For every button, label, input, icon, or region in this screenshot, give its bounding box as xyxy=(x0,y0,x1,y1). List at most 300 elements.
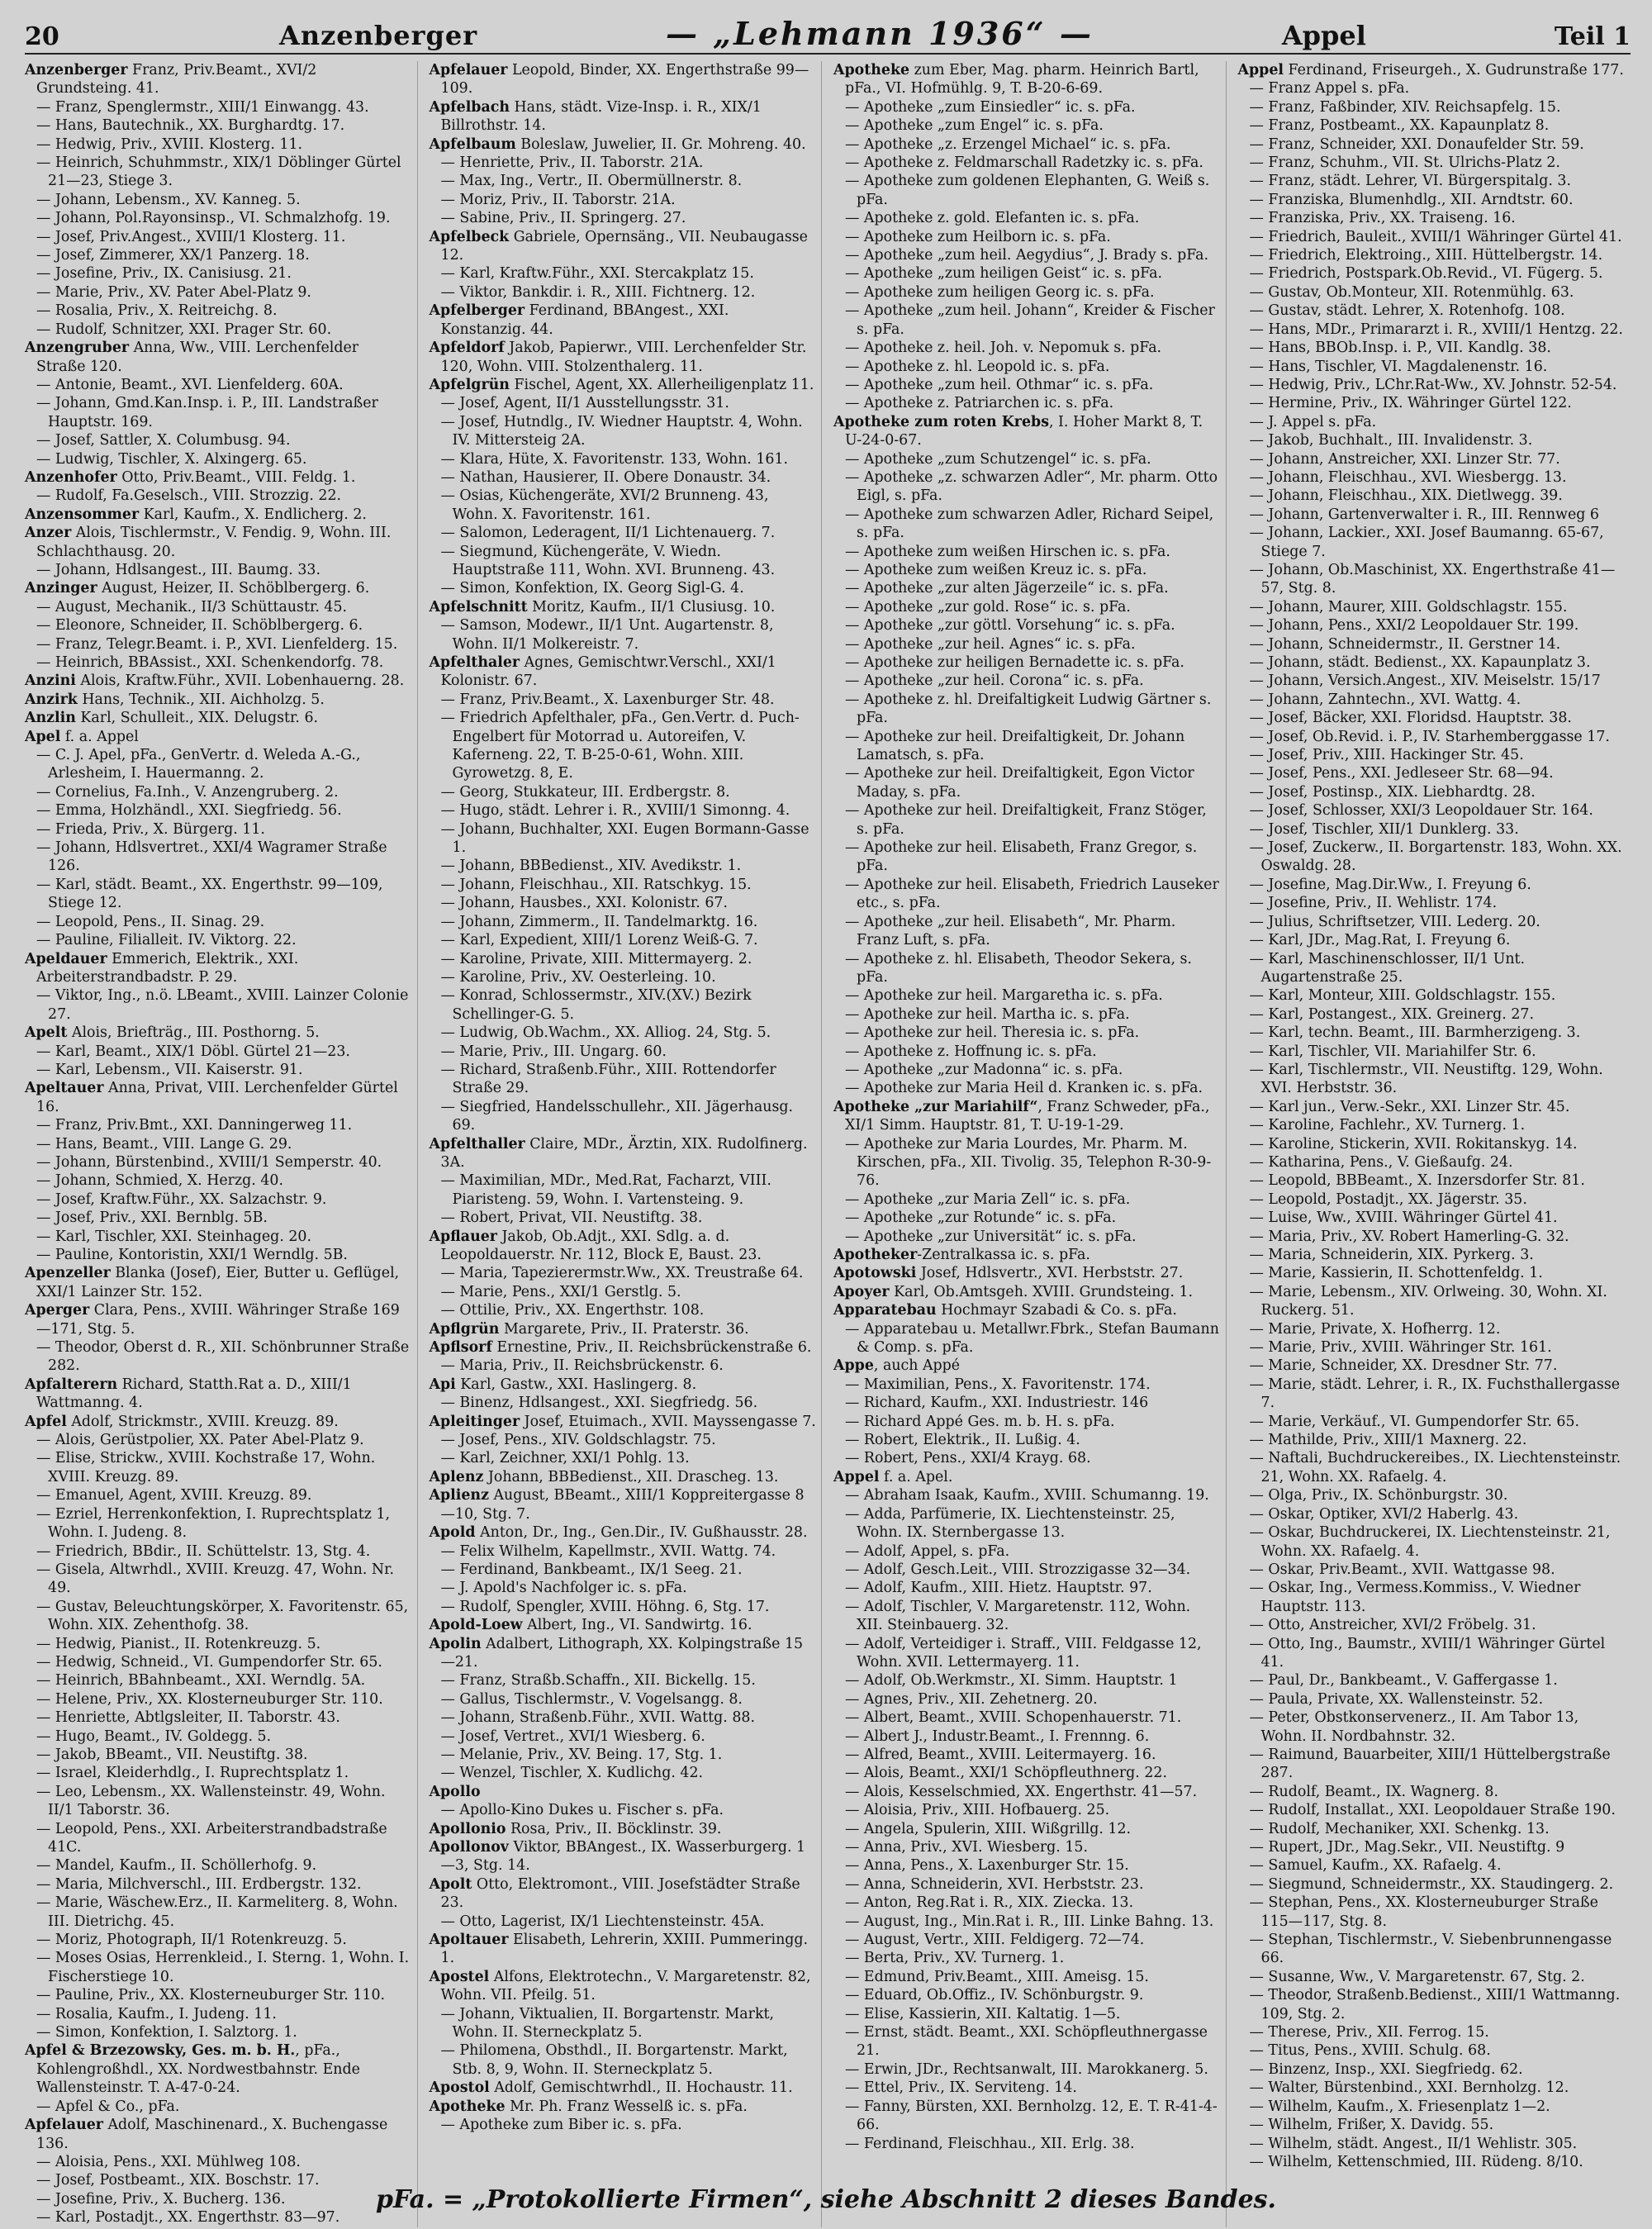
entry-surname: Apfel & Brzezowsky, Ges. m. b. H. xyxy=(25,2042,296,2060)
entry-text: — Gisela, Altwrhdl., XVIII. Kreuzg. 47, Wohn. Nr. 49. xyxy=(36,1561,395,1597)
directory-entry xyxy=(833,1209,1221,1227)
directory-entry xyxy=(25,616,412,634)
entry-text: — Moriz, Photograph, II/1 Rotenkreuzg. 5. xyxy=(36,1932,347,1949)
entry-text: Ferdinand, Friseurgeh., X. Gudrunstraße 177. xyxy=(1283,62,1624,78)
entry-text: — Karl, Postadjt., XX. Engerthstr. 83—97. xyxy=(36,2209,340,2227)
directory-entry xyxy=(1238,2098,1626,2116)
directory-entry xyxy=(833,1264,1221,1282)
entry-text: — Josef, Schlosser, XXI/3 Leopoldauer Str. 164. xyxy=(1249,802,1593,820)
entry-text: Claire, MDr., Ärztin, XIX. Rudolfinerg. 3A. xyxy=(440,1135,808,1171)
directory-entry xyxy=(833,561,1221,579)
entry-text: — Olga, Priv., IX. Schönburgstr. 30. xyxy=(1249,1487,1508,1504)
entry-text: f. a. Appel xyxy=(60,728,139,745)
entry-text: — Wilhelm, städt. Angest., II/1 Wehlistr. 305. xyxy=(1249,2135,1578,2152)
directory-entry xyxy=(1238,394,1626,412)
directory-entry xyxy=(25,1486,412,1504)
directory-entry xyxy=(430,376,817,394)
entry-text: — Hugo, städt. Lehrer i. R., XVIII/1 Simonng. 4. xyxy=(440,802,790,820)
directory-entry xyxy=(430,709,817,783)
entry-text: — Apollo-Kino Dukes u. Fischer s. pFa. xyxy=(440,1802,724,1819)
entry-text: — Hugo, Beamt., IV. Goldegg. 5. xyxy=(36,1728,272,1745)
directory-entry xyxy=(430,1801,817,1819)
directory-entry xyxy=(833,1820,1221,1838)
entry-surname: Apfelberger xyxy=(429,302,525,320)
directory-entry xyxy=(833,1449,1221,1467)
directory-entry xyxy=(1238,506,1626,524)
directory-entry xyxy=(430,1875,817,1913)
entry-text: — Erwin, JDr., Rechtsanwalt, III. Marokkanerg. 5. xyxy=(845,2060,1208,2078)
entry-text: — Johann, Anstreicher, XXI. Linzer Str. 77. xyxy=(1249,450,1560,468)
entry-surname: Apfelbeck xyxy=(429,228,510,245)
entry-text: Johann, BBBedienst., XII. Drascheg. 13. xyxy=(483,1468,779,1485)
directory-entry xyxy=(833,635,1221,653)
directory-entry xyxy=(25,579,412,597)
directory-entry xyxy=(25,820,412,839)
directory-entry xyxy=(430,1746,817,1764)
directory-entry xyxy=(833,246,1221,264)
directory-entry xyxy=(25,2005,412,2023)
directory-entry xyxy=(430,172,817,190)
directory-entry xyxy=(25,191,412,209)
directory-entry xyxy=(430,1598,817,1616)
entry-text: — Franziska, Blumenhdlg., XII. Arndtstr. 60. xyxy=(1249,191,1574,208)
entry-text: Hochmayr Szabadi & Co. s. pFa. xyxy=(936,1302,1177,1319)
entry-text: — Josef, Agent, II/1 Ausstellungsstr. 31. xyxy=(440,395,729,412)
directory-entry xyxy=(833,2098,1221,2135)
entry-surname: Apotheke zum roten Krebs xyxy=(833,413,1049,430)
directory-entry xyxy=(833,1894,1221,1912)
directory-entry xyxy=(25,524,412,561)
entry-text: — Karl, städt. Beamt., XX. Engerthstr. 99—109, Stiege 12. xyxy=(36,876,383,912)
entry-text: — Gallus, Tischlermstr., V. Vogelsangg. 8. xyxy=(440,1690,743,1708)
directory-entry xyxy=(25,1986,412,2004)
directory-entry xyxy=(430,154,817,172)
directory-entry xyxy=(1238,376,1626,394)
entry-text: — August, Vertr., XIII. Feldigerg. 72—74. xyxy=(845,1932,1145,1949)
entry-text: — Adolf, Appel, s. pFa. xyxy=(845,1542,1010,1560)
entry-text: Richard, Statth.Rat a. D., XIII/1 Wattmanng. 4. xyxy=(36,1376,352,1412)
entry-text: — Karoline, Stickerin, XVII. Rokitanskyg. 14. xyxy=(1249,1135,1578,1153)
entry-text: — Pauline, Filialleit. IV. Viktorg. 22. xyxy=(36,932,297,949)
entry-text: , I. Hoher Markt 8, T. U-24-0-67. xyxy=(845,413,1203,449)
entry-surname: Apostel xyxy=(429,1968,490,1985)
directory-entry xyxy=(430,1228,817,1265)
entry-text: — Leo, Lebensm., XX. Wallensteinstr. 49, Wohn. II/1 Taborstr. 36. xyxy=(36,1783,386,1819)
entry-text: — Franz, Straßb.Schaffn., XII. Bickellg. 15. xyxy=(440,1672,756,1690)
entry-text: — Robert, Elektrik., II. Lußig. 4. xyxy=(845,1432,1080,1449)
directory-entry xyxy=(833,876,1221,913)
directory-entry xyxy=(430,1283,817,1301)
entry-surname: Apotheke „zur Mariahilf“ xyxy=(833,1098,1038,1115)
directory-entry xyxy=(1238,1616,1626,1634)
entry-text: — Josef, Postinsp., XIX. Liebhardtg. 28. xyxy=(1249,783,1536,801)
entry-text: — Franz, städt. Lehrer, VI. Bürgerspitalg. 3. xyxy=(1249,173,1571,190)
entry-surname: Apotheker xyxy=(833,1247,918,1263)
directory-entry xyxy=(1238,1431,1626,1449)
directory-entry xyxy=(430,2079,817,2097)
entry-text: — Rosalia, Kaufm., I. Judeng. 11. xyxy=(36,2005,277,2022)
entry-text: Fischel, Agent, XX. Allerheiligenplatz 11. xyxy=(509,376,814,393)
entry-text: — Hans, Beamt., VIII. Lange G. 29. xyxy=(36,1135,292,1153)
entry-text: Alois, Tischlermstr., V. Fendig. 9, Wohn. III. Schlachthausg. 20. xyxy=(36,525,392,560)
directory-entry xyxy=(833,543,1221,561)
directory-entry xyxy=(1238,2023,1626,2041)
entry-text: — Samson, Modewr., II/1 Unt. Augartenstr. 8, Wohn. II/1 Molkereistr. 7. xyxy=(440,617,774,653)
directory-entry xyxy=(833,1635,1221,1672)
entry-text: — Anna, Priv., XVI. Wiesberg. 15. xyxy=(845,1839,1089,1856)
entry-text: — Simon, Konfektion, IX. Georg Sigl-G. 4. xyxy=(440,580,744,597)
entry-text: — Franz Appel s. pFa. xyxy=(1249,80,1410,97)
entry-text: zum Eber, Mag. pharm. Heinrich Bartl, pFa., VI. Hofmühlg. 9, T. B-20-6-69. xyxy=(845,62,1199,97)
entry-text: — Heinrich, BBahnbeamt., XXI. Werndlg. 5A. xyxy=(36,1672,366,1690)
directory-entry xyxy=(1238,246,1626,264)
directory-entry xyxy=(1238,986,1626,1005)
directory-entry xyxy=(430,2041,817,2079)
entry-text: — Maria, Priv., XV. Robert Hamerling-G. 32. xyxy=(1249,1228,1569,1245)
directory-entry xyxy=(1238,2041,1626,2060)
entry-text: — Josef, Priv., XIII. Hackinger Str. 45. xyxy=(1249,747,1524,764)
directory-entry xyxy=(430,876,817,894)
entry-text: — Johann, Hdlsvertret., XXI/4 Wagramer Straße 126. xyxy=(36,839,387,875)
entry-text: — Apotheke „z. schwarzen Adler“, Mr. pharm. Otto Eigl, s. pFa. xyxy=(845,468,1218,505)
entry-text: — Apotheke zur heil. Elisabeth, Franz Gregor, s. pFa. xyxy=(845,839,1198,875)
entry-text: — Josef, Priv., XXI. Bernblg. 5B. xyxy=(36,1210,268,1227)
entry-text: — Ferdinand, Fleischhau., XII. Erlg. 38. xyxy=(845,2135,1135,2152)
entry-text: — Hedwig, Priv., XVIII. Klosterg. 11. xyxy=(36,135,303,153)
directory-entry xyxy=(1238,1820,1626,1838)
entry-text: — Franz, Schuhm., VII. St. Ulrichs-Platz 2. xyxy=(1249,154,1560,172)
entry-text: — Apotheke zur heiligen Bernadette ic. s. pFa. xyxy=(845,654,1184,671)
entry-text: — Josefine, Priv., IX. Canisiusg. 21. xyxy=(36,265,292,283)
directory-entry xyxy=(1238,1579,1626,1616)
entry-text: — Peter, Obstkonservenerz., II. Am Tabor 13, Wohn. II. Nordbahnstr. 32. xyxy=(1249,1709,1579,1745)
entry-text: — Alois, Kesselschmied, XX. Engerthstr. 41—57. xyxy=(845,1783,1198,1800)
entry-text: — Antonie, Beamt., XVI. Lienfelderg. 60A. xyxy=(36,376,344,393)
entry-text: — Karl, Zeichner, XXI/1 Pohlg. 13. xyxy=(440,1450,690,1467)
entry-text: — Helene, Priv., XX. Klosterneuburger Str. 110. xyxy=(36,1690,383,1708)
entry-text: — Therese, Priv., XII. Ferrog. 15. xyxy=(1249,2024,1489,2041)
directory-entry xyxy=(1238,191,1626,209)
entry-text: — Marie, städt. Lehrer, i. R., IX. Fuchsthallergasse 7. xyxy=(1249,1376,1621,1412)
directory-entry xyxy=(1238,876,1626,894)
entry-text: Agnes, Gemischtwr.Verschl., XXI/1 Kolonistr. 67. xyxy=(440,654,776,690)
entry-text: — Hans, Bautechnik., XX. Burghardtg. 17. xyxy=(36,117,345,135)
entry-text: Alois, Kraftw.Führ., XVII. Lobenhauerng. 28. xyxy=(75,673,405,690)
entry-text: — Josefine, Mag.Dir.Ww., I. Freyung 6. xyxy=(1249,876,1531,893)
directory-entry xyxy=(833,1671,1221,1690)
directory-entry xyxy=(430,1301,817,1319)
directory-entry xyxy=(430,1616,817,1634)
directory-entry xyxy=(833,616,1221,634)
entry-text: — Oskar, Priv.Beamt., XVII. Wattgasse 98. xyxy=(1249,1561,1555,1578)
entry-text: — Mathilde, Priv., XIII/1 Maxnerg. 22. xyxy=(1249,1432,1527,1449)
directory-entry xyxy=(25,931,412,949)
directory-entry xyxy=(833,1357,1221,1375)
directory-entry xyxy=(25,561,412,579)
entry-text: — Karl, Expedient, XIII/1 Lorenz Weiß-G. 7. xyxy=(440,932,758,949)
entry-text: — Karl, Beamt., XIX/1 Döbl. Gürtel 21—23. xyxy=(36,1043,350,1060)
entry-text: — Walter, Bürstenbind., XXI. Bernholzg. 12. xyxy=(1249,2079,1569,2097)
directory-entry xyxy=(430,1523,817,1542)
directory-entry xyxy=(833,1005,1221,1024)
entry-text: — Hedwig, Schneid., VI. Gumpendorfer Str. 65. xyxy=(36,1653,382,1671)
entry-text: — Ludwig, Ob.Wachm., XX. Alliog. 24, Stg. 5. xyxy=(440,1024,771,1042)
entry-text: — Friedrich, BBdir., II. Schüttelstr. 13, Stg. 4. xyxy=(36,1542,371,1560)
entry-text: — Karl, Lebensm., VII. Kaiserstr. 91. xyxy=(36,1061,303,1078)
directory-entry xyxy=(1238,2116,1626,2134)
entry-surname: Apostol xyxy=(429,2079,490,2097)
entry-text: — Richard, Straßenb.Führ., XIII. Rottendorfer Straße 29. xyxy=(440,1061,776,1097)
directory-entry xyxy=(25,1653,412,1671)
directory-entry xyxy=(25,709,412,727)
entry-text: — Marie, Kassierin, II. Schottenfeldg. 1. xyxy=(1249,1265,1543,1282)
entry-surname: Apfeldorf xyxy=(429,340,505,357)
directory-entry xyxy=(1238,1098,1626,1116)
entry-text: — Hans, MDr., Primararzt i. R., XVIII/1 Hentzg. 22. xyxy=(1249,321,1623,338)
entry-text: — Johann, Hausbes., XXI. Kolonistr. 67. xyxy=(440,895,728,912)
directory-entry xyxy=(833,1764,1221,1782)
entry-surname: Apflsorf xyxy=(429,1339,492,1357)
directory-entry xyxy=(833,1746,1221,1764)
entry-text: — Abraham Isaak, Kaufm., XVIII. Schumanng. 19. xyxy=(845,1487,1209,1504)
directory-entry xyxy=(833,672,1221,690)
entry-surname: Apollonov xyxy=(429,1839,509,1856)
entry-text: — Karl, Maschinenschlosser, II/1 Unt. Augartenstraße 25. xyxy=(1249,950,1526,986)
entry-text: — Johann, Gmd.Kan.Insp. i. P., III. Landstraßer Hauptstr. 169. xyxy=(36,395,378,430)
entry-text: — Stephan, Tischlermstr., V. Siebenbrunnengasse 66. xyxy=(1249,1932,1612,1967)
entry-text: — Ernst, städt. Beamt., XXI. Schöpfleuthnergasse 21. xyxy=(845,2024,1208,2060)
directory-entry xyxy=(1238,1264,1626,1282)
directory-entry xyxy=(1238,302,1626,320)
entry-text: — Franz, Priv.Beamt., X. Laxenburger Str. 48. xyxy=(440,691,775,708)
directory-entry xyxy=(833,283,1221,302)
directory-entry xyxy=(833,506,1221,543)
entry-text: — Johann, Schmied, X. Herzg. 40. xyxy=(36,1172,283,1190)
entry-text: — Marie, Private, X. Hofherrg. 12. xyxy=(1249,1320,1501,1338)
entry-text: — Karl jun., Verw.-Sekr., XXI. Linzer Str. 45. xyxy=(1249,1098,1570,1115)
entry-text: — Apotheke zum goldenen Elephanten, G. Weiß s. pFa. xyxy=(845,173,1210,208)
entry-text: — Johann, Pens., XXI/2 Leopoldauer Str. 199. xyxy=(1249,617,1579,634)
directory-entry xyxy=(833,1320,1221,1357)
directory-entry xyxy=(833,1024,1221,1042)
directory-entry xyxy=(833,413,1221,450)
entry-text: — Adolf, Ob.Werkmstr., XI. Simm. Hauptstr. 1 xyxy=(845,1672,1178,1690)
entry-text: — Apotheke z. heil. Joh. v. Nepomuk s. pFa. xyxy=(845,340,1162,357)
entry-text: — Sabine, Priv., II. Springerg. 27. xyxy=(440,210,686,227)
entry-text: — Rudolf, Spengler, XVIII. Höhng. 6, Stg. 17. xyxy=(440,1598,770,1615)
entry-surname: Apolt xyxy=(429,1875,472,1893)
entry-text: — Theodor, Straßenb.Bedienst., XIII/1 Wattmanng. 109, Stg. 2. xyxy=(1249,1987,1621,2022)
entry-text: — Frieda, Priv., X. Bürgerg. 11. xyxy=(36,820,265,838)
directory-entry xyxy=(833,172,1221,209)
entry-text: — Apotheke zum schwarzen Adler, Richard Seipel, s. pFa. xyxy=(845,506,1214,542)
directory-entry xyxy=(430,1561,817,1579)
directory-entry xyxy=(25,1856,412,1875)
directory-entry xyxy=(430,1579,817,1597)
directory-entry xyxy=(25,339,412,376)
directory-entry xyxy=(25,1116,412,1134)
directory-entry xyxy=(25,1079,412,1116)
entry-text: — Aloisia, Priv., XIII. Hofbauerg. 25. xyxy=(845,1802,1110,1819)
entry-text: Karl, Gastw., XXI. Haslingerg. 8. xyxy=(455,1376,697,1393)
directory-entry xyxy=(833,986,1221,1005)
entry-text: — Karl, Tischler, VII. Mariahilfer Str. 6. xyxy=(1249,1043,1536,1060)
entry-text: — Johann, Lebensm., XV. Kanneg. 5. xyxy=(36,191,301,208)
directory-entry xyxy=(25,839,412,876)
directory-entry xyxy=(25,1598,412,1635)
entry-text: — Cornelius, Fa.Inh., V. Anzengruberg. 2. xyxy=(36,783,339,801)
entry-text: Elisabeth, Lehrerin, XXIII. Pummeringg. 1. xyxy=(440,1932,809,1967)
entry-surname: Apel xyxy=(25,728,61,745)
directory-entry xyxy=(833,1579,1221,1597)
directory-entry xyxy=(1238,1561,1626,1579)
entry-text: — Apotheke zum weißen Hirschen ic. s. pFa. xyxy=(845,543,1170,560)
entry-text: — Rudolf, Fa.Geselsch., VIII. Strozzig. 22. xyxy=(36,487,342,505)
entry-text: — Karl, Postangest., XIX. Greinerg. 27. xyxy=(1249,1005,1534,1023)
directory-entry xyxy=(25,598,412,616)
directory-entry xyxy=(1238,1838,1626,1856)
entry-text: — Adolf, Kaufm., XIII. Hietz. Hauptstr. 97. xyxy=(845,1580,1152,1597)
entry-text: — Johann, Zahntechn., XVI. Wattg. 4. xyxy=(1249,691,1521,708)
entry-text: — Apotheke „zur gold. Rose“ ic. s. pFa. xyxy=(845,598,1131,615)
entry-text: — Apotheke z. Patriarchen ic. s. pFa. xyxy=(845,395,1114,412)
entry-text: — Hedwig, Priv., LChr.Rat-Ww., XV. Johnstr. 52-54. xyxy=(1249,376,1617,393)
entry-text: — Apotheke „zum heil. Othmar“ ic. s. pFa. xyxy=(845,376,1154,393)
directory-entry xyxy=(25,1264,412,1301)
entry-text: — Hans, Tischler, VI. Magdalenenstr. 16. xyxy=(1249,358,1548,375)
directory-entry xyxy=(1238,746,1626,764)
entry-text: — Mandel, Kaufm., II. Schöllerhofg. 9. xyxy=(36,1857,317,1875)
entry-text: Otto, Elektromont., VIII. Josefstädter Straße 23. xyxy=(440,1875,800,1912)
entry-surname: Apolin xyxy=(429,1635,482,1652)
directory-entry xyxy=(833,801,1221,839)
directory-entry xyxy=(833,691,1221,728)
entry-text: — Robert, Pens., XXI/4 Krayg. 68. xyxy=(845,1450,1091,1467)
entry-text: — Karl, Kraftw.Führ., XXI. Stercakplatz 15. xyxy=(440,265,754,283)
directory-entry xyxy=(25,635,412,653)
directory-entry xyxy=(25,2153,412,2171)
entry-text: Jakob, Ob.Adjt., XXI. Sdlg. a. d. Leopoldauerstr. Nr. 112, Block E, Baust. 23. xyxy=(440,1228,762,1263)
directory-entry xyxy=(430,468,817,487)
entry-text: — Ludwig, Tischler, X. Alxingerg. 65. xyxy=(36,450,307,468)
entry-text: — Elise, Strickw., XVIII. Kochstraße 17, Wohn. XVIII. Kreuzg. 89. xyxy=(36,1450,376,1485)
column-4 xyxy=(1238,61,1631,2227)
entry-text: Anna, Ww., VIII. Lerchenfelder Straße 120. xyxy=(36,340,359,375)
directory-entry xyxy=(25,783,412,801)
directory-entry xyxy=(25,98,412,116)
left-keyword: Anzenberger xyxy=(278,20,478,51)
directory-entry xyxy=(1238,487,1626,505)
entry-text: — Karl, Tischlermstr., VII. Neustiftg. 129, Wohn. XVI. Herbststr. 36. xyxy=(1249,1061,1603,1097)
directory-entry xyxy=(25,116,412,135)
entry-text: — Alois, Gerüstpolier, XX. Pater Abel-Platz 9. xyxy=(36,1432,364,1449)
entry-text: — Wilhelm, Kettenschmied, III. Rüdeng. 8/10. xyxy=(1249,2153,1583,2170)
directory-entry xyxy=(25,986,412,1024)
directory-entry xyxy=(430,1913,817,1931)
entry-text: — Apotheke zur heil. Elisabeth, Friedrich Lauseker etc., s. pFa. xyxy=(845,876,1219,912)
directory-entry xyxy=(1238,1357,1626,1375)
entry-text: — Apotheke „zum heiligen Geist“ ic. s. pFa. xyxy=(845,265,1162,283)
entry-text: — Maximilian, Pens., X. Favoritenstr. 174. xyxy=(845,1376,1151,1393)
page-number: 20 xyxy=(25,22,59,51)
entry-text: — Marie, Schneider, XX. Dresdner Str. 77. xyxy=(1249,1357,1558,1375)
entry-text: — Johann, Gartenverwalter i. R., III. Rennweg 6 xyxy=(1249,506,1599,523)
directory-entry xyxy=(430,1061,817,1098)
entry-surname: Apfelthaller xyxy=(429,1135,525,1153)
entry-text: — Maximilian, MDr., Med.Rat, Facharzt, VIII. Piaristeng. 59, Wohn. I. Vartensteing. 9. xyxy=(440,1172,771,1208)
entry-surname: Anzensommer xyxy=(25,506,140,523)
directory-entry xyxy=(1238,1061,1626,1098)
directory-entry xyxy=(1238,839,1626,876)
directory-entry xyxy=(833,1486,1221,1504)
entry-text: — Salomon, Lederagent, II/1 Lichtenauerg. 7. xyxy=(440,525,776,542)
entry-text: — Apotheke „zum Einsiedler“ ic. s. pFa. xyxy=(845,98,1136,116)
entry-text: — Stephan, Pens., XX. Klosterneuburger Straße 115—117, Stg. 8. xyxy=(1249,1894,1598,1930)
directory-entry xyxy=(1238,431,1626,449)
directory-entry xyxy=(25,1783,412,1820)
entry-surname: Apparatebau xyxy=(833,1302,937,1319)
directory-entry xyxy=(833,950,1221,987)
entry-text: — Apotheke z. gold. Elefanten ic. s. pFa. xyxy=(845,210,1140,227)
entry-text: — Robert, Privat, VII. Neustiftg. 38. xyxy=(440,1210,703,1227)
entry-surname: Apfelschnitt xyxy=(429,598,528,615)
entry-text: — Albert, Beamt., XVIII. Schopenhauerstr. 71. xyxy=(845,1709,1182,1727)
directory-entry xyxy=(833,468,1221,506)
directory-entry xyxy=(1238,709,1626,727)
directory-entry xyxy=(25,302,412,320)
directory-entry xyxy=(833,1043,1221,1061)
directory-entry xyxy=(833,394,1221,412)
directory-entry xyxy=(1238,283,1626,302)
entry-text: Ferdinand, BBAngest., XXI. Konstanzig. 44. xyxy=(440,302,729,338)
directory-entry xyxy=(833,154,1221,172)
entry-text: — Samuel, Kaufm., XX. Rafaelg. 4. xyxy=(1249,1857,1502,1875)
directory-entry xyxy=(430,1098,817,1135)
entry-text: — Israel, Kleiderhdlg., I. Ruprechtsplatz 1. xyxy=(36,1765,349,1782)
entry-text: — Luise, Ww., XVIII. Währinger Gürtel 41. xyxy=(1249,1210,1558,1227)
entry-text: — August, Mechanik., II/3 Schüttaustr. 45. xyxy=(36,598,348,615)
entry-text: — Apotheke zum Biber ic. s. pFa. xyxy=(440,2117,682,2134)
entry-text: — Viktor, Bankdir. i. R., XIII. Fichtnerg. 12. xyxy=(440,283,756,301)
entry-text: — Moses Osias, Herrenkleid., I. Sterng. 1, Wohn. I. Fischerstiege 10. xyxy=(36,1950,410,1985)
directory-entry xyxy=(833,116,1221,135)
directory-entry xyxy=(1238,339,1626,357)
directory-entry xyxy=(1238,1523,1626,1561)
entry-text: Viktor, BBAngest., IX. Wasserburgerg. 1—3, Stg. 14. xyxy=(440,1839,806,1875)
entry-surname: Apfelgrün xyxy=(429,376,510,393)
directory-entry xyxy=(430,283,817,302)
directory-entry xyxy=(833,1079,1221,1097)
entry-text: — Konrad, Schlossermstr., XIV.(XV.) Bezirk Schellinger-G. 5. xyxy=(440,987,752,1023)
entry-text: — Karl, Monteur, XIII. Goldschlagstr. 155. xyxy=(1249,987,1556,1005)
entry-surname: Anzini xyxy=(25,673,76,690)
entry-text: — Heinrich, Schuhmmstr., XIX/1 Döblinger Gürtel 21—23, Stiege 3. xyxy=(36,154,401,190)
directory-entry xyxy=(1238,1043,1626,1061)
entry-text: — Josefine, Priv., X. Bucherg. 136. xyxy=(36,2190,286,2208)
directory-entry xyxy=(25,913,412,931)
entry-text: — Karoline, Fachlehr., XV. Turnerg. 1. xyxy=(1249,1117,1526,1134)
directory-entry xyxy=(833,1913,1221,1931)
directory-entry xyxy=(1238,728,1626,746)
entry-surname: Apollonio xyxy=(429,1820,506,1837)
entry-text: — Josef, Hutndlg., IV. Wiedner Hauptstr. 4, Wohn. IV. Mittersteig 2A. xyxy=(440,413,803,449)
entry-text: — Franz, Telegr.Beamt. i. P., XVI. Lienfelderg. 15. xyxy=(36,635,398,653)
directory-entry xyxy=(1238,79,1626,97)
entry-text: — Josef, Priv.Angest., XVIII/1 Klosterg. 11. xyxy=(36,228,346,245)
entry-text: August, BBeamt., XIII/1 Koppreitergasse 8—10, Stg. 7. xyxy=(440,1487,805,1523)
entry-text: — Johann, Schneidermstr., II. Gerstner 14. xyxy=(1249,635,1561,653)
directory-entry xyxy=(430,1764,817,1782)
